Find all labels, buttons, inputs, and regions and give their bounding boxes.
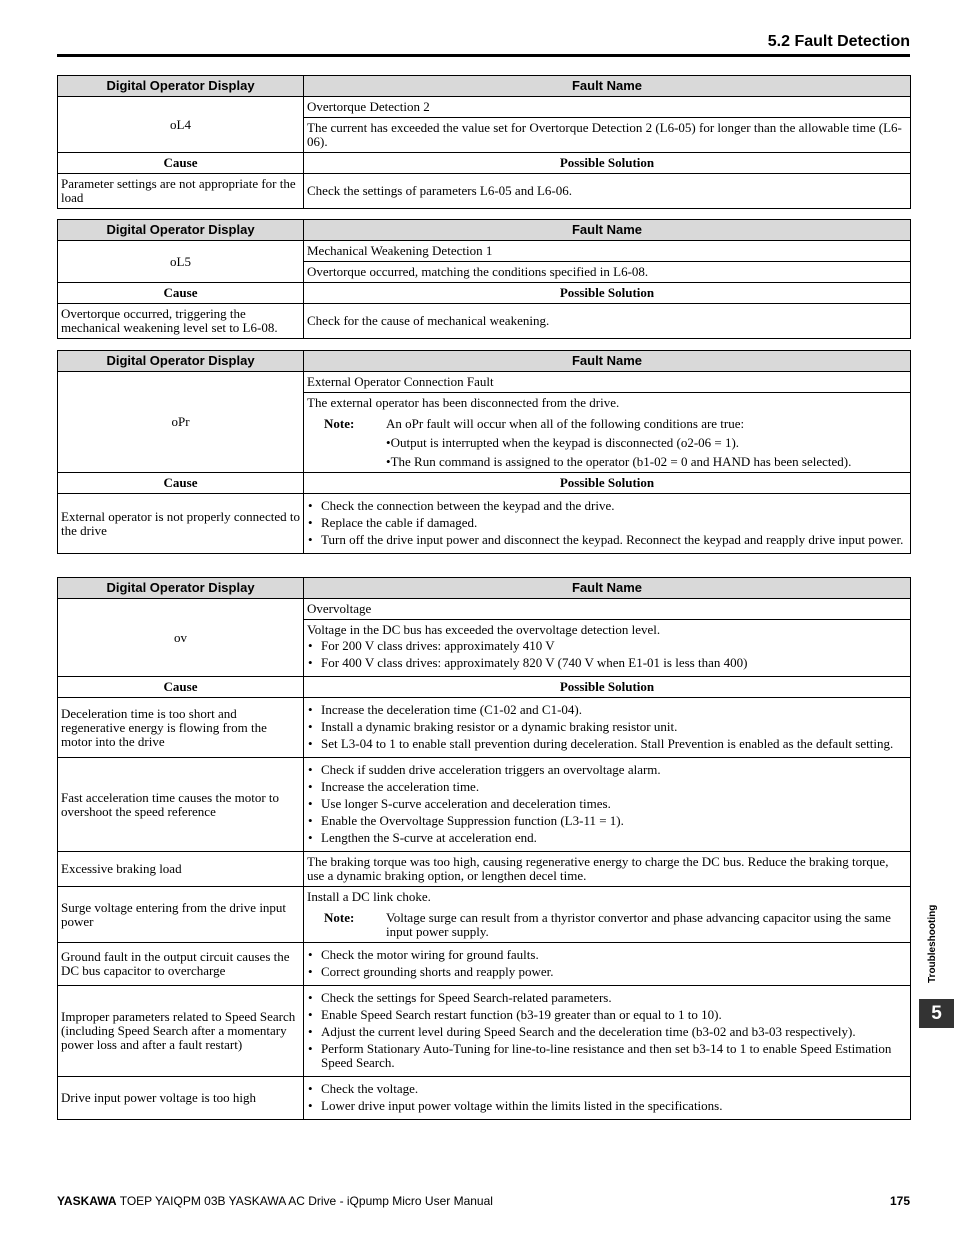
cause-cell: Ground fault in the output circuit causes the DC bus capacitor to overcharge — [58, 943, 304, 986]
fault-description: Voltage in the DC bus has exceeded the overvoltage detection level. — [307, 622, 661, 637]
solution-cell: Check for the cause of mechanical weakening. — [304, 304, 911, 339]
fault-name-header: Fault Name — [304, 578, 911, 599]
cause-cell: Drive input power voltage is too high — [58, 1077, 304, 1120]
solution-item: • Replace the cable if damaged. — [307, 516, 907, 530]
display-header: Digital Operator Display — [58, 578, 304, 599]
solution-text: Install a DC link choke. — [307, 889, 431, 904]
fault-name: Overvoltage — [304, 599, 911, 620]
solution-cell — [304, 1077, 911, 1120]
fault-name-header: Fault Name — [304, 76, 911, 97]
fault-description: The current has exceeded the value set for Overtorque Detection 2 (L6-05) for longer than the allowable time (L6-06). — [304, 118, 911, 153]
solution-item: • Increase the acceleration time. — [307, 780, 907, 794]
cause-header: Cause — [58, 473, 304, 494]
note-label: Note: — [324, 416, 355, 431]
solution-item: • Enable the Overvoltage Suppression function (L3-11 = 1). — [307, 814, 907, 828]
solution-item: • Check if sudden drive acceleration triggers an overvoltage alarm. — [307, 763, 907, 777]
cause-cell: Fast acceleration time causes the motor to overshoot the speed reference — [58, 758, 304, 852]
solution-cell — [304, 986, 911, 1077]
solution-item: • Increase the deceleration time (C1-02 and C1-04). — [307, 703, 907, 717]
solution-item: • Turn off the drive input power and disconnect the keypad. Reconnect the keypad and reapply drive input power. — [307, 533, 907, 547]
solution-item: • Check the settings for Speed Search-related parameters. — [307, 991, 907, 1005]
solution-item: • Perform Stationary Auto-Tuning for line-to-line resistance and then set b3-14 to 1 to enable Speed Estimation Speed Search. — [307, 1042, 907, 1070]
note-text: An oPr fault will occur when all of the following conditions are true: — [386, 416, 745, 431]
solution-cell: Check the settings of parameters L6-05 and L6-06. — [304, 174, 911, 209]
note-text: Voltage surge can result from a thyristor convertor and phase advancing capacitor using the same input power supply. — [386, 910, 891, 939]
solution-cell — [304, 887, 911, 943]
fault-description-cell — [304, 620, 911, 677]
description-item: • For 400 V class drives: approximately 820 V (740 V when E1-01 is less than 400) — [307, 656, 907, 670]
solution-cell — [304, 943, 911, 986]
page-number: 175 — [889, 1194, 910, 1208]
note-label: Note: — [324, 910, 355, 925]
solution-item: • Enable Speed Search restart function (b3-19 greater than or equal to 1 to 10). — [307, 1008, 907, 1022]
solution-cell: The braking torque was too high, causing regenerative energy to charge the DC bus. Reduce the braking torque, use a dynamic braking option, or lengthen decel time. — [304, 852, 911, 887]
cause-cell: Improper parameters related to Speed Search (including Speed Search after a momentary power loss and after a fault restart) — [58, 986, 304, 1077]
cause-header: Cause — [58, 677, 304, 698]
description-item: • For 200 V class drives: approximately 410 V — [307, 639, 907, 653]
fault-code: oL5 — [58, 241, 304, 283]
solution-item: • Check the voltage. — [307, 1082, 907, 1096]
solution-header: Possible Solution — [304, 473, 911, 494]
cause-cell: External operator is not properly connected to the drive — [58, 494, 304, 554]
fault-name: External Operator Connection Fault — [304, 372, 911, 393]
solution-item: • Lower drive input power voltage within the limits listed in the specifications. — [307, 1099, 907, 1113]
cause-cell: Excessive braking load — [58, 852, 304, 887]
fault-name-header: Fault Name — [304, 220, 911, 241]
cause-cell: Surge voltage entering from the drive input power — [58, 887, 304, 943]
cause-cell: Parameter settings are not appropriate for the load — [58, 174, 304, 209]
solution-item: • Adjust the current level during Speed Search and the deceleration time (b3-02 and b3-03 respectively). — [307, 1025, 907, 1039]
fault-code: oL4 — [58, 97, 304, 153]
display-header: Digital Operator Display — [58, 220, 304, 241]
fault-code: ov — [58, 599, 304, 677]
solution-item: • Check the motor wiring for ground faults. — [307, 948, 907, 962]
cause-header: Cause — [58, 283, 304, 304]
cause-header: Cause — [58, 153, 304, 174]
fault-table-ol4 — [57, 75, 911, 209]
solution-header: Possible Solution — [304, 153, 911, 174]
footer-brand: YASKAWA — [57, 1194, 117, 1208]
solution-item: • Check the connection between the keypad and the drive. — [307, 499, 907, 513]
display-header: Digital Operator Display — [58, 351, 304, 372]
solution-cell — [304, 698, 911, 758]
solution-item: • Use longer S-curve acceleration and deceleration times. — [307, 797, 907, 811]
fault-description-cell — [304, 393, 911, 473]
fault-name-header: Fault Name — [304, 351, 911, 372]
cause-cell: Overtorque occurred, triggering the mechanical weakening level set to L6-08. — [58, 304, 304, 339]
fault-table-opr — [57, 350, 911, 554]
section-title: 5.2 Fault Detection — [767, 33, 910, 50]
note-block — [307, 911, 907, 939]
solution-item: • Set L3-04 to 1 to enable stall prevention during deceleration. Stall Prevention is enabled as the default setting. — [307, 737, 907, 751]
solution-cell — [304, 494, 911, 554]
footer-doc-title — [57, 1194, 493, 1208]
chapter-side-label: Troubleshooting — [927, 904, 938, 983]
solution-item: • Lengthen the S-curve at acceleration end. — [307, 831, 907, 845]
fault-name: Overtorque Detection 2 — [304, 97, 911, 118]
note-item: •The Run command is assigned to the operator (b1-02 = 0 and HAND has been selected). — [386, 454, 852, 469]
fault-description: The external operator has been disconnected from the drive. — [307, 395, 620, 410]
display-header: Digital Operator Display — [58, 76, 304, 97]
solution-header: Possible Solution — [304, 283, 911, 304]
solution-cell — [304, 758, 911, 852]
fault-table-ol5 — [57, 219, 911, 339]
solution-item: • Correct grounding shorts and reapply power. — [307, 965, 907, 979]
fault-code: oPr — [58, 372, 304, 473]
note-item: •Output is interrupted when the keypad is disconnected (o2-06 = 1). — [386, 435, 740, 450]
chapter-tab: 5 — [919, 999, 954, 1028]
solution-item: • Install a dynamic braking resistor or a dynamic braking resistor unit. — [307, 720, 907, 734]
fault-description: Overtorque occurred, matching the conditions specified in L6-08. — [304, 262, 911, 283]
fault-table-ov — [57, 577, 911, 1120]
cause-cell: Deceleration time is too short and regenerative energy is flowing from the motor into the drive — [58, 698, 304, 758]
fault-name: Mechanical Weakening Detection 1 — [304, 241, 911, 262]
solution-header: Possible Solution — [304, 677, 911, 698]
footer-doc: TOEP YAIQPM 03B YASKAWA AC Drive - iQpump Micro User Manual — [119, 1194, 493, 1208]
note-block — [307, 417, 907, 469]
header-rule — [57, 54, 910, 57]
